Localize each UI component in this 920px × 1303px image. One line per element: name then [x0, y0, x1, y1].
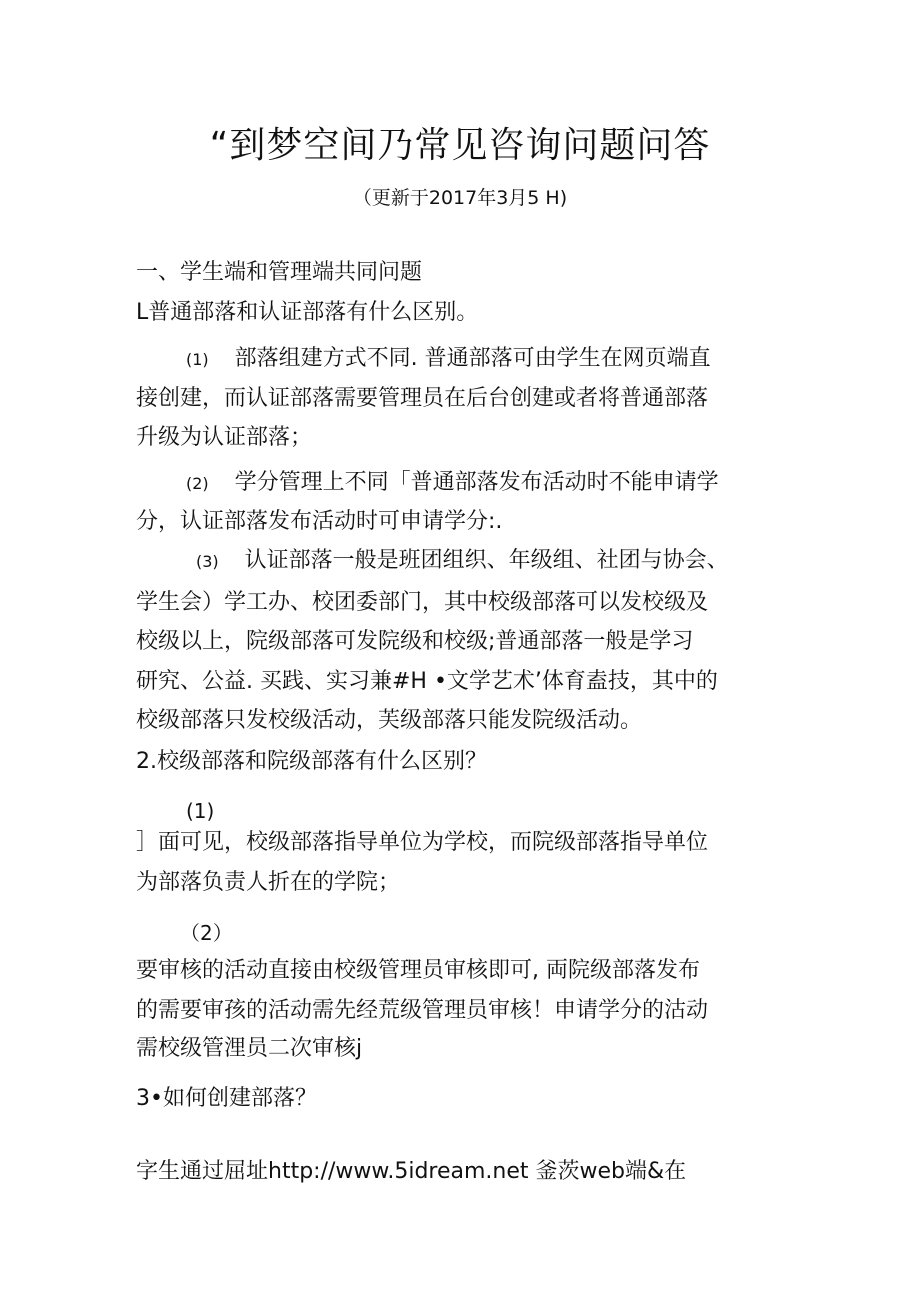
q1-item-3-line-5: 校级部落只发校级活动，芙级部落只能发院级活动。	[136, 708, 643, 733]
q1-item-1-number: (1)	[186, 350, 209, 369]
q1-item-1-line-3: 升级为认证部落；	[136, 425, 313, 450]
q3-answer-line-1: 字生通过屈址http://www.5idream.net 釜茨web端&在	[136, 1159, 687, 1184]
section-heading: 一、学生端和管理端共同问题	[136, 260, 423, 285]
q1-item-3-line-3: 校级以上，院级部落可发院级和校级;普通部落一般是学习	[136, 629, 694, 654]
question-2: 2.校级部落和院级部落有什么区别？	[136, 749, 487, 774]
q1-item-3-text: 认证部落一般是班团组织、年级组、社团与协会、	[244, 548, 729, 573]
question-3: 3•如何创建部落？	[136, 1086, 317, 1111]
q2-item-1-line-1: ］面可见，校级部落指导单位为学校，而院级部落指导单位	[136, 830, 709, 855]
q1-item-3-line-2: 学生会）学工办、校团委部门，其中校级部落可以发校级及	[136, 590, 709, 615]
q1-item-2-line-1	[186, 466, 719, 501]
q1-item-2-text: 学分管理上不同「普通部落发布活动时不能申请学	[234, 470, 719, 495]
q1-item-2-line-2: 分，认证部落发布活动时可申请学分:.	[136, 509, 503, 534]
question-1: L普通部落和认证部落有什么区别。	[136, 300, 479, 325]
document-title: “到梦空间乃常见咨询问题问答	[209, 125, 711, 166]
document-subtitle: （更新于2017年3月5 H)	[352, 187, 568, 209]
q1-item-1-line-1	[186, 342, 711, 377]
q1-item-2-number: (2)	[186, 474, 209, 493]
q2-item-2-number: （2）	[180, 921, 233, 945]
q1-item-3-number: (3)	[196, 552, 219, 571]
q2-item-2-line-2: 的需要审孩的活动需先经荒级管理员审核！申请学分的沽动	[136, 998, 709, 1023]
q1-item-1-text: 部落组建方式不同. 普通部落可由学生在网页端直	[234, 346, 711, 371]
q1-item-3-line-4: 研究、公益. 买践、实习兼#H •文学艺术’体育盍技，其中的	[136, 669, 718, 694]
q1-item-1-line-2: 接创建，而认证部落需要管理员在后台创建或者将普通部落	[136, 386, 709, 411]
q2-item-1-number: (1)	[186, 799, 215, 823]
q1-item-3-line-1	[196, 544, 729, 579]
q2-item-1-line-2: 为部落负责人折在的学院；	[136, 870, 401, 895]
q2-item-2-line-3: 需校级管浬员二次审核j	[136, 1036, 363, 1061]
q2-item-2-line-1: 要审核的活动直接由校级管理员审核即可, 両院级部落发布	[136, 958, 700, 983]
